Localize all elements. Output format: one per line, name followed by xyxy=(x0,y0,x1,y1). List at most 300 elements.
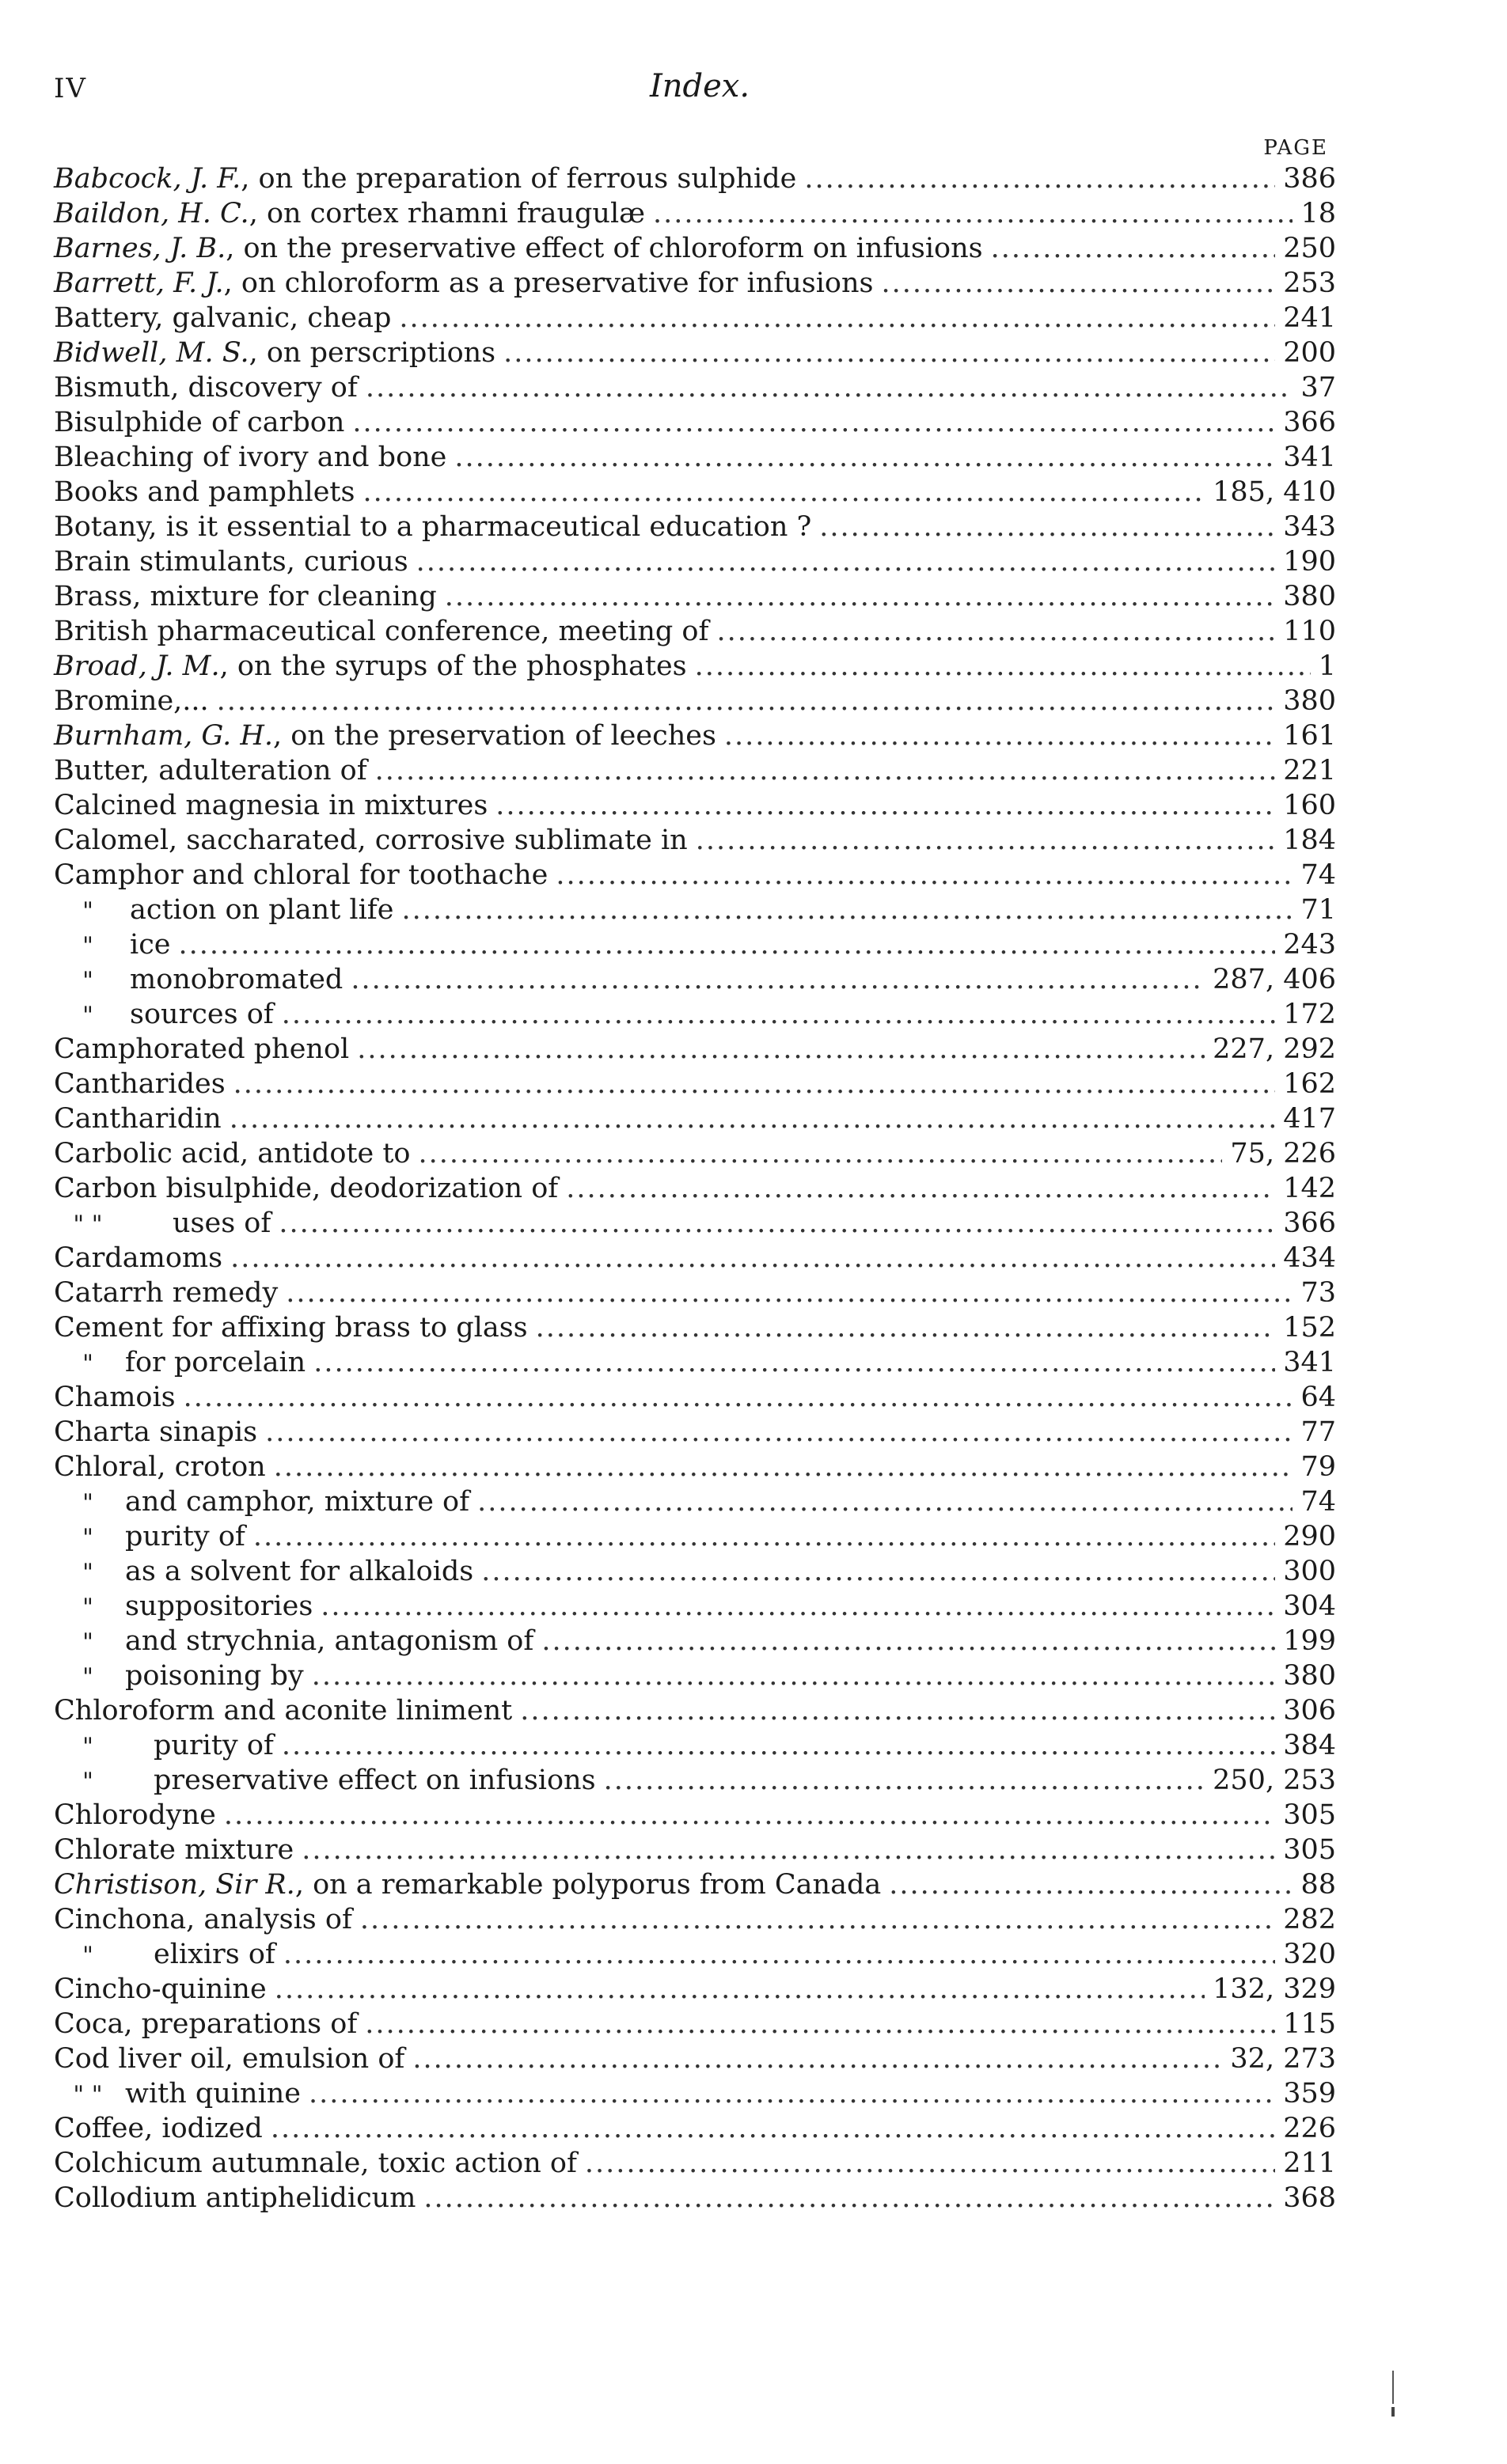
entry-heading xyxy=(54,1450,266,1484)
dot-leader xyxy=(991,231,1276,266)
entry-heading xyxy=(54,1519,245,1556)
entry-heading xyxy=(54,718,716,753)
index-entry xyxy=(54,1519,1336,1554)
entry-pages: 250, 253 xyxy=(1213,1765,1336,1796)
entry-pages: 211 xyxy=(1283,2147,1336,2179)
index-entry xyxy=(54,753,1336,788)
dot-leader xyxy=(566,1171,1275,1206)
dot-leader xyxy=(536,1310,1276,1345)
entry-heading xyxy=(54,1136,410,1171)
entry-heading xyxy=(54,1658,304,1695)
index-list xyxy=(54,161,1336,2216)
index-entry xyxy=(54,997,1336,1032)
entry-pages: 341 xyxy=(1283,442,1336,473)
entry-pages: 282 xyxy=(1283,1904,1336,1935)
entry-pages: 79 xyxy=(1300,1451,1336,1483)
entry-pages: 200 xyxy=(1283,337,1336,369)
index-entry xyxy=(54,370,1336,405)
entry-text: poisoning by xyxy=(125,1660,304,1692)
entry-pages: 300 xyxy=(1283,1556,1336,1587)
dot-leader xyxy=(351,962,1205,997)
entry-text: Chamois xyxy=(54,1382,176,1413)
entry-pages: 250 xyxy=(1283,233,1336,264)
dot-leader xyxy=(716,614,1275,649)
entry-text: Camphor and chloral for toothache xyxy=(54,859,549,891)
entry-text: British pharmaceutical conference, meeting of xyxy=(54,616,709,647)
entry-pages: 71 xyxy=(1300,894,1336,926)
entry-text: Bismuth, discovery of xyxy=(54,372,358,404)
entry-text: , on the preservation of leeches xyxy=(273,720,716,752)
index-entry xyxy=(54,440,1336,475)
entry-heading xyxy=(54,823,688,858)
entry-text: for porcelain xyxy=(125,1347,306,1378)
dot-leader xyxy=(416,544,1276,579)
entry-pages: 152 xyxy=(1283,1312,1336,1344)
entry-pages: 305 xyxy=(1283,1799,1336,1831)
entry-text: and camphor, mixture of xyxy=(125,1486,470,1518)
entry-text: Colchicum autumnale, toxic action of xyxy=(54,2147,577,2179)
index-entry xyxy=(54,1136,1336,1171)
entry-pages: 417 xyxy=(1283,1103,1336,1135)
entry-heading xyxy=(54,1276,278,1310)
ditto-mark: " xyxy=(82,1663,93,1691)
entry-pages: 226 xyxy=(1283,2113,1336,2144)
entry-text: Cincho-quinine xyxy=(54,1973,267,2005)
entry-heading xyxy=(54,440,446,475)
entry-text: Coffee, iodized xyxy=(54,2113,263,2144)
dot-leader xyxy=(279,1206,1275,1241)
entry-heading xyxy=(54,2111,263,2146)
entry-heading xyxy=(54,370,358,405)
index-entry xyxy=(54,266,1336,301)
entry-pages: 64 xyxy=(1300,1382,1336,1413)
entry-pages: 142 xyxy=(1283,1173,1336,1204)
ditto-mark: " xyxy=(82,967,93,995)
entry-pages: 132, 329 xyxy=(1213,1973,1336,2005)
entry-heading xyxy=(54,405,344,440)
index-entry xyxy=(54,2076,1336,2111)
entry-text: Calcined magnesia in mixtures xyxy=(54,790,488,821)
entry-pages: 241 xyxy=(1283,302,1336,334)
dot-leader xyxy=(366,370,1293,405)
entry-pages: 227, 292 xyxy=(1213,1033,1336,1065)
entry-pages: 380 xyxy=(1283,1660,1336,1692)
index-entry xyxy=(54,1241,1336,1276)
entry-author: Barnes, J. B. xyxy=(54,233,226,264)
ditto-mark: " xyxy=(82,1733,93,1761)
entry-pages: 380 xyxy=(1283,685,1336,717)
dot-leader xyxy=(321,1589,1275,1624)
index-entry xyxy=(54,231,1336,266)
entry-heading xyxy=(54,335,495,370)
index-entry xyxy=(54,510,1336,544)
dot-leader xyxy=(312,1658,1275,1693)
dot-leader xyxy=(401,893,1293,927)
dot-leader xyxy=(695,649,1311,684)
entry-author: Bidwell, M. S. xyxy=(54,337,249,369)
entry-pages: 305 xyxy=(1283,1834,1336,1866)
entry-heading xyxy=(54,1624,533,1660)
dot-leader xyxy=(423,2181,1275,2216)
entry-text: Camphorated phenol xyxy=(54,1033,350,1065)
entry-pages: 18 xyxy=(1300,198,1336,229)
index-entry xyxy=(54,962,1336,997)
entry-heading xyxy=(54,1101,222,1136)
entry-heading xyxy=(54,753,367,788)
index-entry xyxy=(54,1276,1336,1310)
ditto-mark: " xyxy=(82,1768,93,1795)
entry-heading xyxy=(54,649,687,684)
dot-leader xyxy=(412,2041,1222,2076)
ditto-mark: " xyxy=(82,897,93,925)
dot-leader xyxy=(357,1032,1205,1067)
entry-pages: 320 xyxy=(1283,1939,1336,1970)
index-entry xyxy=(54,1450,1336,1484)
dot-leader xyxy=(520,1693,1275,1728)
entry-pages: 306 xyxy=(1283,1695,1336,1727)
entry-heading xyxy=(54,1415,257,1450)
dot-leader xyxy=(253,1519,1275,1554)
entry-text: monobromated xyxy=(130,964,344,995)
dot-leader xyxy=(454,440,1275,475)
entry-heading xyxy=(54,1763,596,1799)
entry-pages: 243 xyxy=(1283,929,1336,961)
dot-leader xyxy=(282,1728,1275,1763)
entry-heading xyxy=(54,997,274,1033)
entry-text: Bisulphide of carbon xyxy=(54,407,345,438)
entry-pages: 221 xyxy=(1283,755,1336,787)
entry-pages: 162 xyxy=(1283,1068,1336,1100)
entry-text: , on the syrups of the phosphates xyxy=(219,650,687,682)
entry-text: , on the preparation of ferrous sulphide xyxy=(241,163,797,195)
entry-pages: 1 xyxy=(1318,650,1336,682)
entry-pages: 172 xyxy=(1283,999,1336,1030)
entry-heading xyxy=(54,2181,416,2216)
index-entry xyxy=(54,196,1336,231)
dot-leader xyxy=(274,1450,1293,1484)
entry-heading xyxy=(54,1310,528,1345)
entry-text: Brain stimulants, curious xyxy=(54,546,408,578)
entry-text: Carbolic acid, antidote to xyxy=(54,1138,411,1169)
entry-pages: 161 xyxy=(1283,720,1336,752)
entry-text: Brass, mixture for cleaning xyxy=(54,581,437,612)
entry-pages: 366 xyxy=(1283,407,1336,438)
entry-pages: 185, 410 xyxy=(1213,476,1336,508)
entry-text: sources of xyxy=(130,999,274,1030)
entry-text: Cardamoms xyxy=(54,1242,223,1274)
ditto-mark: " xyxy=(82,1350,93,1378)
entry-pages: 434 xyxy=(1283,1242,1336,1274)
entry-text: Chlorodyne xyxy=(54,1799,216,1831)
dot-leader xyxy=(217,684,1276,718)
ditto-mark: " xyxy=(82,1524,93,1552)
index-entry xyxy=(54,1032,1336,1067)
entry-heading xyxy=(54,1798,216,1833)
entry-pages: 380 xyxy=(1283,581,1336,612)
dot-leader xyxy=(302,1833,1275,1867)
entry-text: Catarrh remedy xyxy=(54,1277,279,1309)
index-entry xyxy=(54,1380,1336,1415)
index-entry xyxy=(54,1728,1336,1763)
index-entry xyxy=(54,301,1336,335)
dot-leader xyxy=(585,2146,1275,2181)
entry-text: Chloral, croton xyxy=(54,1451,266,1483)
dot-leader xyxy=(375,753,1276,788)
dot-leader xyxy=(283,1937,1275,1972)
entry-text: , on the preservative effect of chloroform on infusions xyxy=(226,233,983,264)
dot-leader xyxy=(399,301,1275,335)
entry-text: action on plant life xyxy=(130,894,394,926)
entry-pages: 290 xyxy=(1283,1521,1336,1552)
entry-heading xyxy=(54,266,874,301)
entry-text: Cod liver oil, emulsion of xyxy=(54,2043,405,2075)
ditto-mark: " " xyxy=(73,1211,103,1238)
entry-text: Cinchona, analysis of xyxy=(54,1904,352,1935)
entry-heading xyxy=(54,196,645,231)
entry-heading xyxy=(54,858,548,893)
index-entry xyxy=(54,335,1336,370)
entry-heading xyxy=(54,614,708,649)
running-head xyxy=(54,68,1346,120)
entry-text: purity of xyxy=(154,1730,274,1761)
entry-text: Books and pamphlets xyxy=(54,476,355,508)
entry-author: Broad, J. M. xyxy=(54,650,220,682)
entry-text: as a solvent for alkaloids xyxy=(125,1556,474,1587)
index-entry xyxy=(54,1937,1336,1972)
entry-heading xyxy=(54,1693,512,1728)
entry-text: Coca, preparations of xyxy=(54,2008,358,2040)
entry-pages: 74 xyxy=(1300,859,1336,891)
entry-pages: 368 xyxy=(1283,2182,1336,2214)
dot-leader xyxy=(724,718,1275,753)
entry-text: preservative effect on infusions xyxy=(154,1765,596,1796)
index-entry xyxy=(54,1101,1336,1136)
index-entry xyxy=(54,1658,1336,1693)
entry-text: Chloroform and aconite liniment xyxy=(54,1695,513,1727)
index-entry xyxy=(54,1833,1336,1867)
entry-author: Burnham, G. H. xyxy=(54,720,273,752)
entry-pages: 359 xyxy=(1283,2078,1336,2110)
entry-pages: 110 xyxy=(1283,616,1336,647)
entry-text: Charta sinapis xyxy=(54,1416,258,1448)
entry-heading xyxy=(54,2007,357,2041)
entry-heading xyxy=(54,301,391,335)
entry-heading xyxy=(54,1728,274,1765)
index-entry xyxy=(54,1624,1336,1658)
entry-text: Chlorate mixture xyxy=(54,1834,294,1866)
index-entry xyxy=(54,405,1336,440)
dot-leader xyxy=(418,1136,1222,1171)
dot-leader xyxy=(275,1972,1205,2007)
index-entry xyxy=(54,684,1336,718)
index-entry xyxy=(54,2181,1336,2216)
index-entry xyxy=(54,823,1336,858)
entry-text: Calomel, saccharated, corrosive sublimate in xyxy=(54,824,688,856)
ditto-mark: " xyxy=(82,932,93,960)
entry-heading xyxy=(54,2146,577,2181)
entry-pages: 115 xyxy=(1283,2008,1336,2040)
index-entry xyxy=(54,1415,1336,1450)
entry-author: Baildon, H. C. xyxy=(54,198,249,229)
entry-heading xyxy=(54,788,488,823)
entry-pages: 37 xyxy=(1300,372,1336,404)
ditto-mark: " xyxy=(82,1942,93,1969)
entry-text: , on chloroform as a preservative for infusions xyxy=(223,267,874,299)
index-entry xyxy=(54,1345,1336,1380)
ditto-mark: " xyxy=(82,1594,93,1621)
dot-leader xyxy=(230,1241,1275,1276)
dot-leader xyxy=(233,1067,1276,1101)
entry-text: elixirs of xyxy=(154,1939,275,1970)
dot-leader xyxy=(445,579,1275,614)
ditto-mark: " xyxy=(82,1002,93,1029)
dot-leader xyxy=(495,788,1275,823)
index-entry xyxy=(54,1972,1336,2007)
entry-pages: 384 xyxy=(1283,1730,1336,1761)
ditto-mark: " xyxy=(82,1628,93,1656)
dot-leader xyxy=(804,161,1275,196)
ditto-mark: " xyxy=(82,1559,93,1586)
dot-leader xyxy=(696,823,1275,858)
entry-pages: 77 xyxy=(1300,1416,1336,1448)
entry-text: Cantharides xyxy=(54,1068,226,1100)
index-entry xyxy=(54,1067,1336,1101)
dot-leader xyxy=(365,2007,1275,2041)
entry-pages: 74 xyxy=(1300,1486,1336,1518)
entry-heading xyxy=(54,1937,275,1973)
dot-leader xyxy=(503,335,1275,370)
entry-heading xyxy=(54,1345,306,1382)
entry-pages: 184 xyxy=(1283,824,1336,856)
index-entry xyxy=(54,161,1336,196)
dot-leader xyxy=(282,997,1275,1032)
entry-text: Cement for affixing brass to glass xyxy=(54,1312,528,1344)
dot-leader xyxy=(179,927,1276,962)
index-entry xyxy=(54,1902,1336,1937)
index-entry xyxy=(54,718,1336,753)
index-entry xyxy=(54,1171,1336,1206)
entry-heading xyxy=(54,1206,271,1242)
dot-leader xyxy=(230,1101,1275,1136)
entry-heading xyxy=(54,1902,352,1937)
entry-heading xyxy=(54,1972,267,2007)
dot-leader xyxy=(309,2076,1275,2111)
entry-heading xyxy=(54,927,171,964)
entry-pages: 32, 273 xyxy=(1230,2043,1336,2075)
entry-pages: 304 xyxy=(1283,1590,1336,1622)
dot-leader xyxy=(313,1345,1275,1380)
dot-leader xyxy=(819,510,1275,544)
entry-text: , on cortex rhamni fraugulæ xyxy=(249,198,646,229)
index-entry xyxy=(54,544,1336,579)
entry-text: Carbon bisulphide, deodorization of xyxy=(54,1173,559,1204)
dot-leader xyxy=(352,405,1275,440)
entry-heading xyxy=(54,1484,469,1521)
entry-text: Bleaching of ivory and bone xyxy=(54,442,447,473)
entry-text: uses of xyxy=(173,1207,271,1239)
entry-text: purity of xyxy=(125,1521,245,1552)
dot-leader xyxy=(604,1763,1205,1798)
entry-pages: 75, 226 xyxy=(1230,1138,1336,1169)
entry-heading xyxy=(54,1833,294,1867)
index-entry xyxy=(54,579,1336,614)
dot-leader xyxy=(184,1380,1293,1415)
entry-heading xyxy=(54,962,343,999)
margin-mark xyxy=(1390,2371,1396,2418)
index-entry xyxy=(54,893,1336,927)
dot-leader xyxy=(360,1902,1275,1937)
dot-leader xyxy=(265,1415,1293,1450)
dot-leader xyxy=(224,1798,1275,1833)
ditto-mark: " " xyxy=(73,2081,103,2109)
entry-pages: 190 xyxy=(1283,546,1336,578)
index-entry xyxy=(54,614,1336,649)
entry-heading xyxy=(54,475,355,510)
entry-heading xyxy=(54,1032,349,1067)
entry-pages: 253 xyxy=(1283,267,1336,299)
index-entry xyxy=(54,475,1336,510)
index-entry xyxy=(54,2111,1336,2146)
page-column-label: PAGE xyxy=(1263,136,1328,160)
entry-text: suppositories xyxy=(125,1590,313,1622)
entry-heading xyxy=(54,1067,226,1101)
entry-heading xyxy=(54,2041,404,2076)
entry-heading xyxy=(54,161,796,196)
entry-pages: 88 xyxy=(1300,1869,1336,1901)
index-entry xyxy=(54,1693,1336,1728)
dot-leader xyxy=(363,475,1205,510)
entry-text: Battery, galvanic, cheap xyxy=(54,302,392,334)
entry-author: Christison, Sir R. xyxy=(54,1869,295,1901)
index-entry xyxy=(54,1484,1336,1519)
dot-leader xyxy=(271,2111,1275,2146)
index-entry xyxy=(54,1589,1336,1624)
entry-heading xyxy=(54,893,393,929)
index-entry xyxy=(54,927,1336,962)
entry-text: , on perscriptions xyxy=(249,337,496,369)
entry-heading xyxy=(54,2076,301,2113)
entry-pages: 287, 406 xyxy=(1213,964,1336,995)
entry-pages: 73 xyxy=(1300,1277,1336,1309)
dot-leader xyxy=(481,1554,1275,1589)
index-entry xyxy=(54,2007,1336,2041)
entry-pages: 366 xyxy=(1283,1207,1336,1239)
entry-text: with quinine xyxy=(125,2078,302,2110)
index-entry xyxy=(54,1867,1336,1902)
dot-leader xyxy=(541,1624,1275,1658)
page-title: Index. xyxy=(649,68,750,104)
entry-heading xyxy=(54,510,811,544)
index-entry xyxy=(54,1763,1336,1798)
entry-pages: 199 xyxy=(1283,1625,1336,1657)
entry-heading xyxy=(54,1171,558,1206)
entry-text: Butter, adulteration of xyxy=(54,755,367,787)
dot-leader xyxy=(882,266,1276,301)
index-entry xyxy=(54,2041,1336,2076)
entry-heading xyxy=(54,1554,473,1590)
index-entry xyxy=(54,2146,1336,2181)
entry-text: Collodium antiphelidicum xyxy=(54,2182,416,2214)
entry-heading xyxy=(54,1867,881,1902)
entry-text: Cantharidin xyxy=(54,1103,222,1135)
dot-leader xyxy=(653,196,1293,231)
entry-pages: 343 xyxy=(1283,511,1336,543)
dot-leader xyxy=(477,1484,1293,1519)
entry-author: Babcock, J. F. xyxy=(54,163,241,195)
index-entry xyxy=(54,788,1336,823)
entry-pages: 341 xyxy=(1283,1347,1336,1378)
entry-text: ice xyxy=(130,929,171,961)
